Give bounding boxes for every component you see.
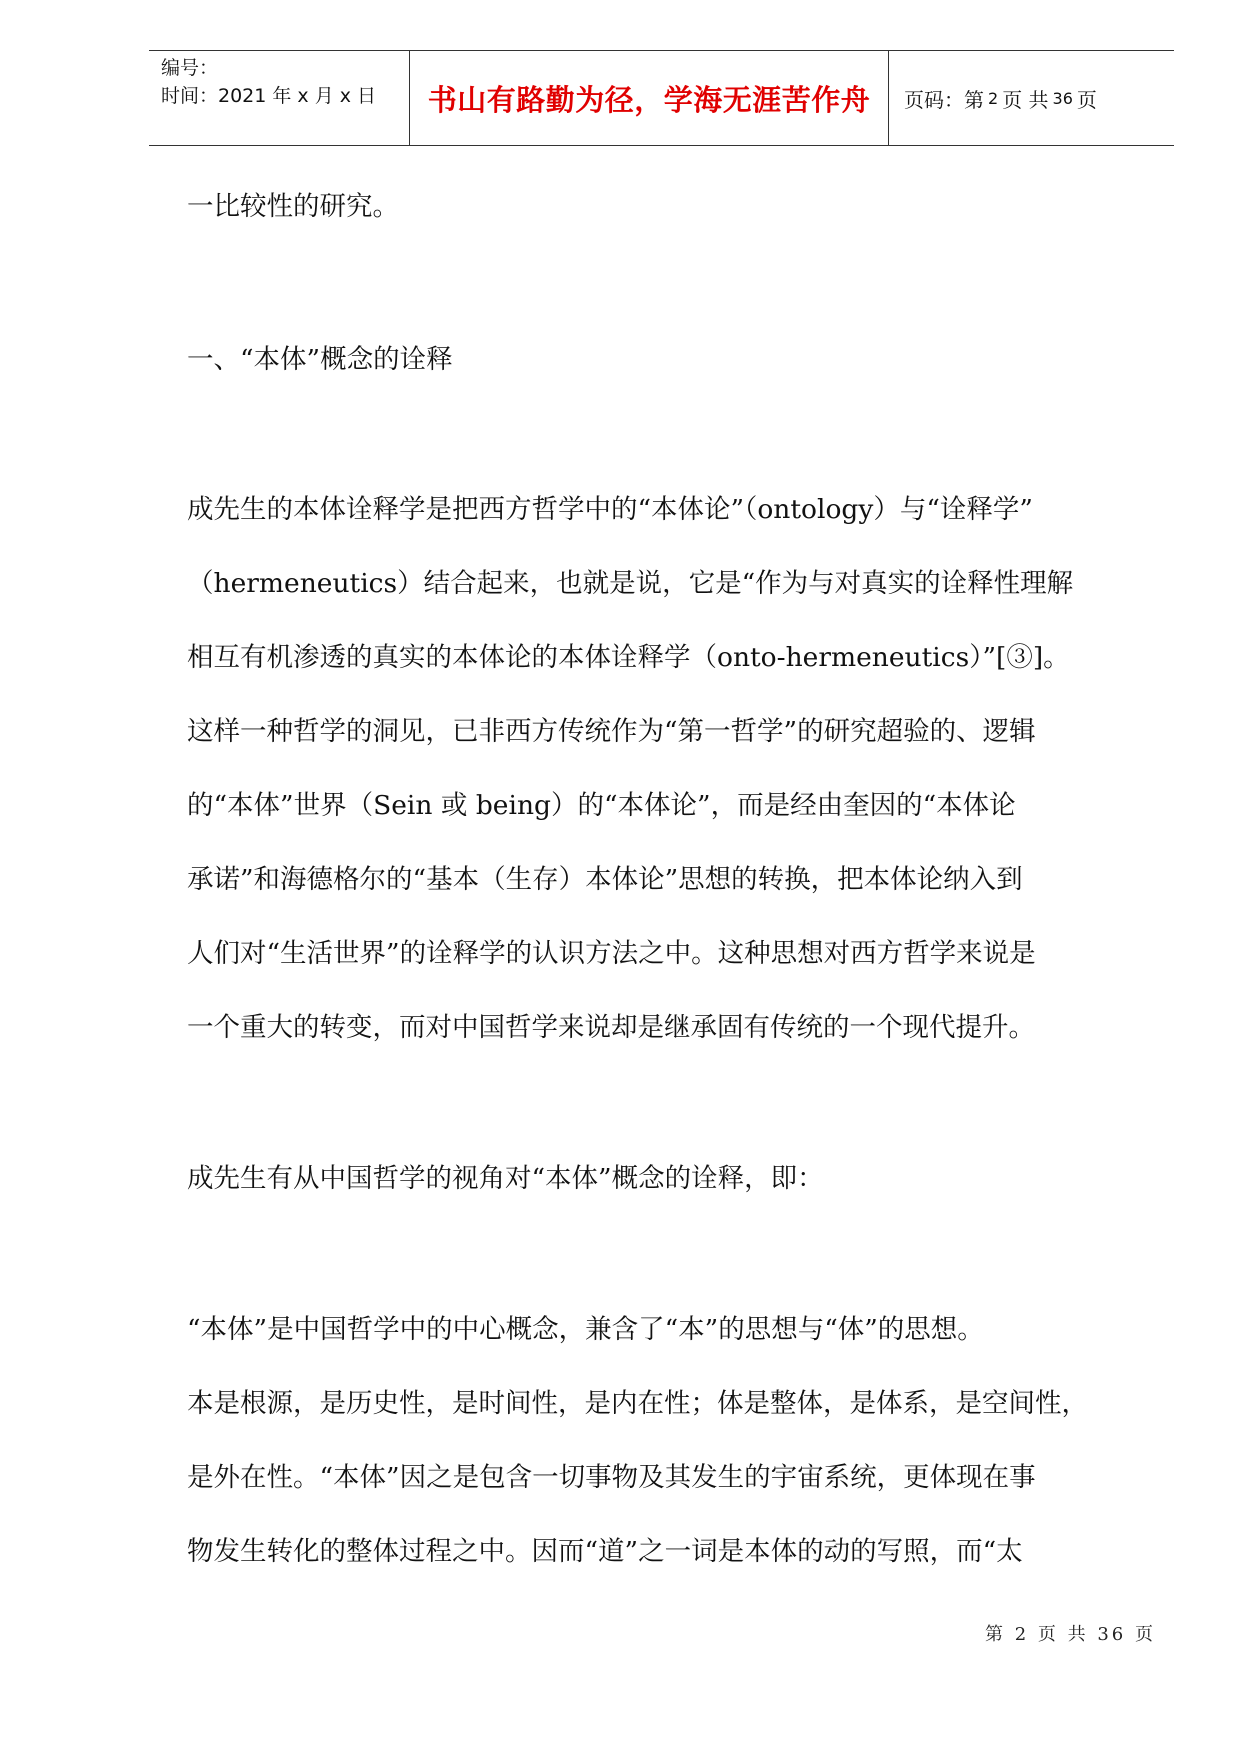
header-motto: 书山有路勤为径，学海无涯苦作舟 — [410, 51, 889, 145]
text-line: 本是根源，是历史性，是时间性，是内在性；体是整体，是体系，是空间性， — [187, 1388, 1088, 1419]
page-middle: 页 共 — [1002, 87, 1049, 112]
text-line: 一比较性的研究。 — [187, 191, 399, 222]
time-label: 时间：2021 年 x 月 x 日 — [161, 85, 377, 107]
page-suffix: 页 — [1076, 87, 1097, 112]
text-line: 相互有机渗透的真实的本体论的本体诠释学（onto-hermeneutics）”[③]。 — [187, 642, 1070, 673]
paragraph-onto-hermeneutics — [187, 473, 1147, 1065]
text-line: 人们对“生活世界”的诠释学的认识方法之中。这种思想对西方哲学来说是 — [187, 938, 1036, 969]
page-total: 36 — [1052, 88, 1073, 108]
page-prefix: 页码：第 — [904, 87, 984, 112]
paragraph-intro-end — [187, 170, 1147, 244]
text-line: 一、“本体”概念的诠释 — [187, 344, 453, 375]
text-line: 物发生转化的整体过程之中。因而“道”之一词是本体的动的写照，而“太 — [187, 1536, 1023, 1567]
header-page-number — [904, 51, 1097, 145]
text-line: 承诺”和海德格尔的“基本（生存）本体论”思想的转换，把本体论纳入到 — [187, 864, 1023, 895]
text-line: 这样一种哲学的洞见，已非西方传统作为“第一哲学”的研究超验的、逻辑 — [187, 716, 1036, 747]
text-line: （hermeneutics）结合起来，也就是说，它是“作为与对真实的诠释性理解 — [187, 568, 1074, 599]
page-current: 2 — [988, 88, 999, 108]
page-footer: 第 2 页 共 36 页 — [985, 1624, 1156, 1645]
section-heading — [187, 323, 1147, 397]
text-line: 的“本体”世界（Sein 或 being）的“本体论”，而是经由奎因的“本体论 — [187, 790, 1016, 821]
text-line: “本体”是中国哲学中的中心概念，兼含了“本”的思想与“体”的思想。 — [187, 1314, 984, 1345]
paragraph-quotation — [187, 1293, 1147, 1589]
number-label: 编号： — [161, 57, 219, 79]
text-line: 一个重大的转变，而对中国哲学来说却是继承固有传统的一个现代提升。 — [187, 1012, 1035, 1043]
header-info-cell — [149, 51, 410, 145]
paragraph-chinese-view — [187, 1142, 1147, 1216]
page-header — [149, 50, 1174, 146]
text-line: 是外在性。“本体”因之是包含一切事物及其发生的宇宙系统，更体现在事 — [187, 1462, 1036, 1493]
text-line: 成先生的本体诠释学是把西方哲学中的“本体论”（ontology）与“诠释学” — [187, 494, 1033, 525]
text-line: 成先生有从中国哲学的视角对“本体”概念的诠释，即： — [187, 1163, 824, 1194]
